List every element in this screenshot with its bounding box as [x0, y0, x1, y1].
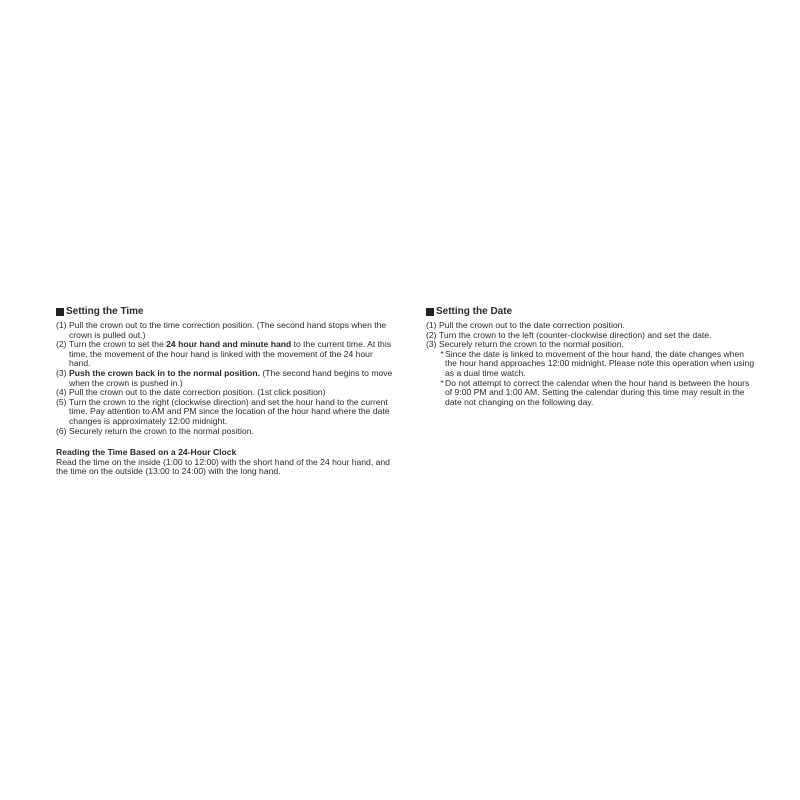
- note-item: [439, 350, 756, 379]
- step-number: (1): [426, 320, 437, 330]
- step-text-post: (The second hand begins to move when the crown is pushed in.): [69, 367, 393, 388]
- asterisk-mark: *: [440, 348, 444, 359]
- paragraph: Read the time on the inside (1:00 to 12:00) with the short hand of the 24 hour hand, and the time on the outside (13:00 to 24:00) with the long hand.: [56, 456, 390, 477]
- step-text: Securely return the crown to the normal position.: [439, 339, 624, 350]
- note-item: [439, 379, 756, 408]
- step-text-post: to the current time. At this time, the movement of the hour hand is linked with the movement of the 24 hour hand.: [69, 339, 392, 369]
- step-text-bold: Push the crown back in to the normal position.: [69, 367, 260, 378]
- step-text: Turn the crown to the left (counter-clockwise direction) and set the date.: [439, 329, 712, 340]
- step-text: Pull the crown out to the time correction position. (The second hand stops when the crown is pulled out.): [69, 320, 387, 340]
- note-text: Since the date is linked to movement of the hour hand, the date changes when the hour hand approaches 12:00 midnight. Please note this operation when using as a dual time watch.: [445, 348, 755, 378]
- note-text: Do not attempt to correct the calendar when the hour hand is between the hours of 9:00 PM and 1:00 AM. Setting the calendar during this time may result in the date not changing on the following day.: [445, 377, 750, 407]
- step-number: (3): [56, 367, 67, 378]
- section-heading: [56, 306, 396, 318]
- step-number: (2): [426, 329, 437, 340]
- step-number: (1): [56, 320, 67, 330]
- black-square-icon: [426, 308, 434, 316]
- step-item: [56, 340, 396, 369]
- subheading: Reading the Time Based on a 24-Hour Clock: [56, 447, 237, 458]
- step-number: (5): [56, 396, 67, 407]
- heading-text: Setting the Time: [66, 306, 144, 317]
- step-number: (6): [56, 425, 67, 436]
- step-text: [69, 369, 396, 388]
- step-item: [56, 427, 396, 437]
- step-number: (3): [426, 339, 437, 350]
- step-text: Pull the crown out to the date correction position.: [439, 320, 625, 330]
- step-text: Pull the crown out to the date correction position. (1st click position): [69, 387, 326, 398]
- step-text-bold: 24 hour hand and minute hand: [166, 339, 292, 350]
- black-square-icon: [56, 308, 64, 316]
- section-heading: [426, 306, 756, 318]
- step-number: (4): [56, 387, 67, 398]
- step-item: [56, 369, 396, 388]
- step-text: Turn the crown to the right (clockwise direction) and set the hour hand to the current time. Pay attention to AM and PM since the location of the hour hand where the date changes is approximately 12:00 midnight.: [69, 396, 390, 426]
- heading-text: Setting the Date: [436, 306, 513, 317]
- step-number: (2): [56, 339, 67, 350]
- step-text: [69, 340, 396, 369]
- step-text: Securely return the crown to the normal position.: [69, 425, 254, 436]
- setting-date-section: [426, 306, 756, 407]
- step-item: [56, 321, 396, 340]
- step-text-pre: Turn the crown to set the: [69, 339, 167, 350]
- setting-time-section: [56, 306, 396, 477]
- asterisk-mark: *: [440, 377, 444, 388]
- step-item: [56, 398, 396, 427]
